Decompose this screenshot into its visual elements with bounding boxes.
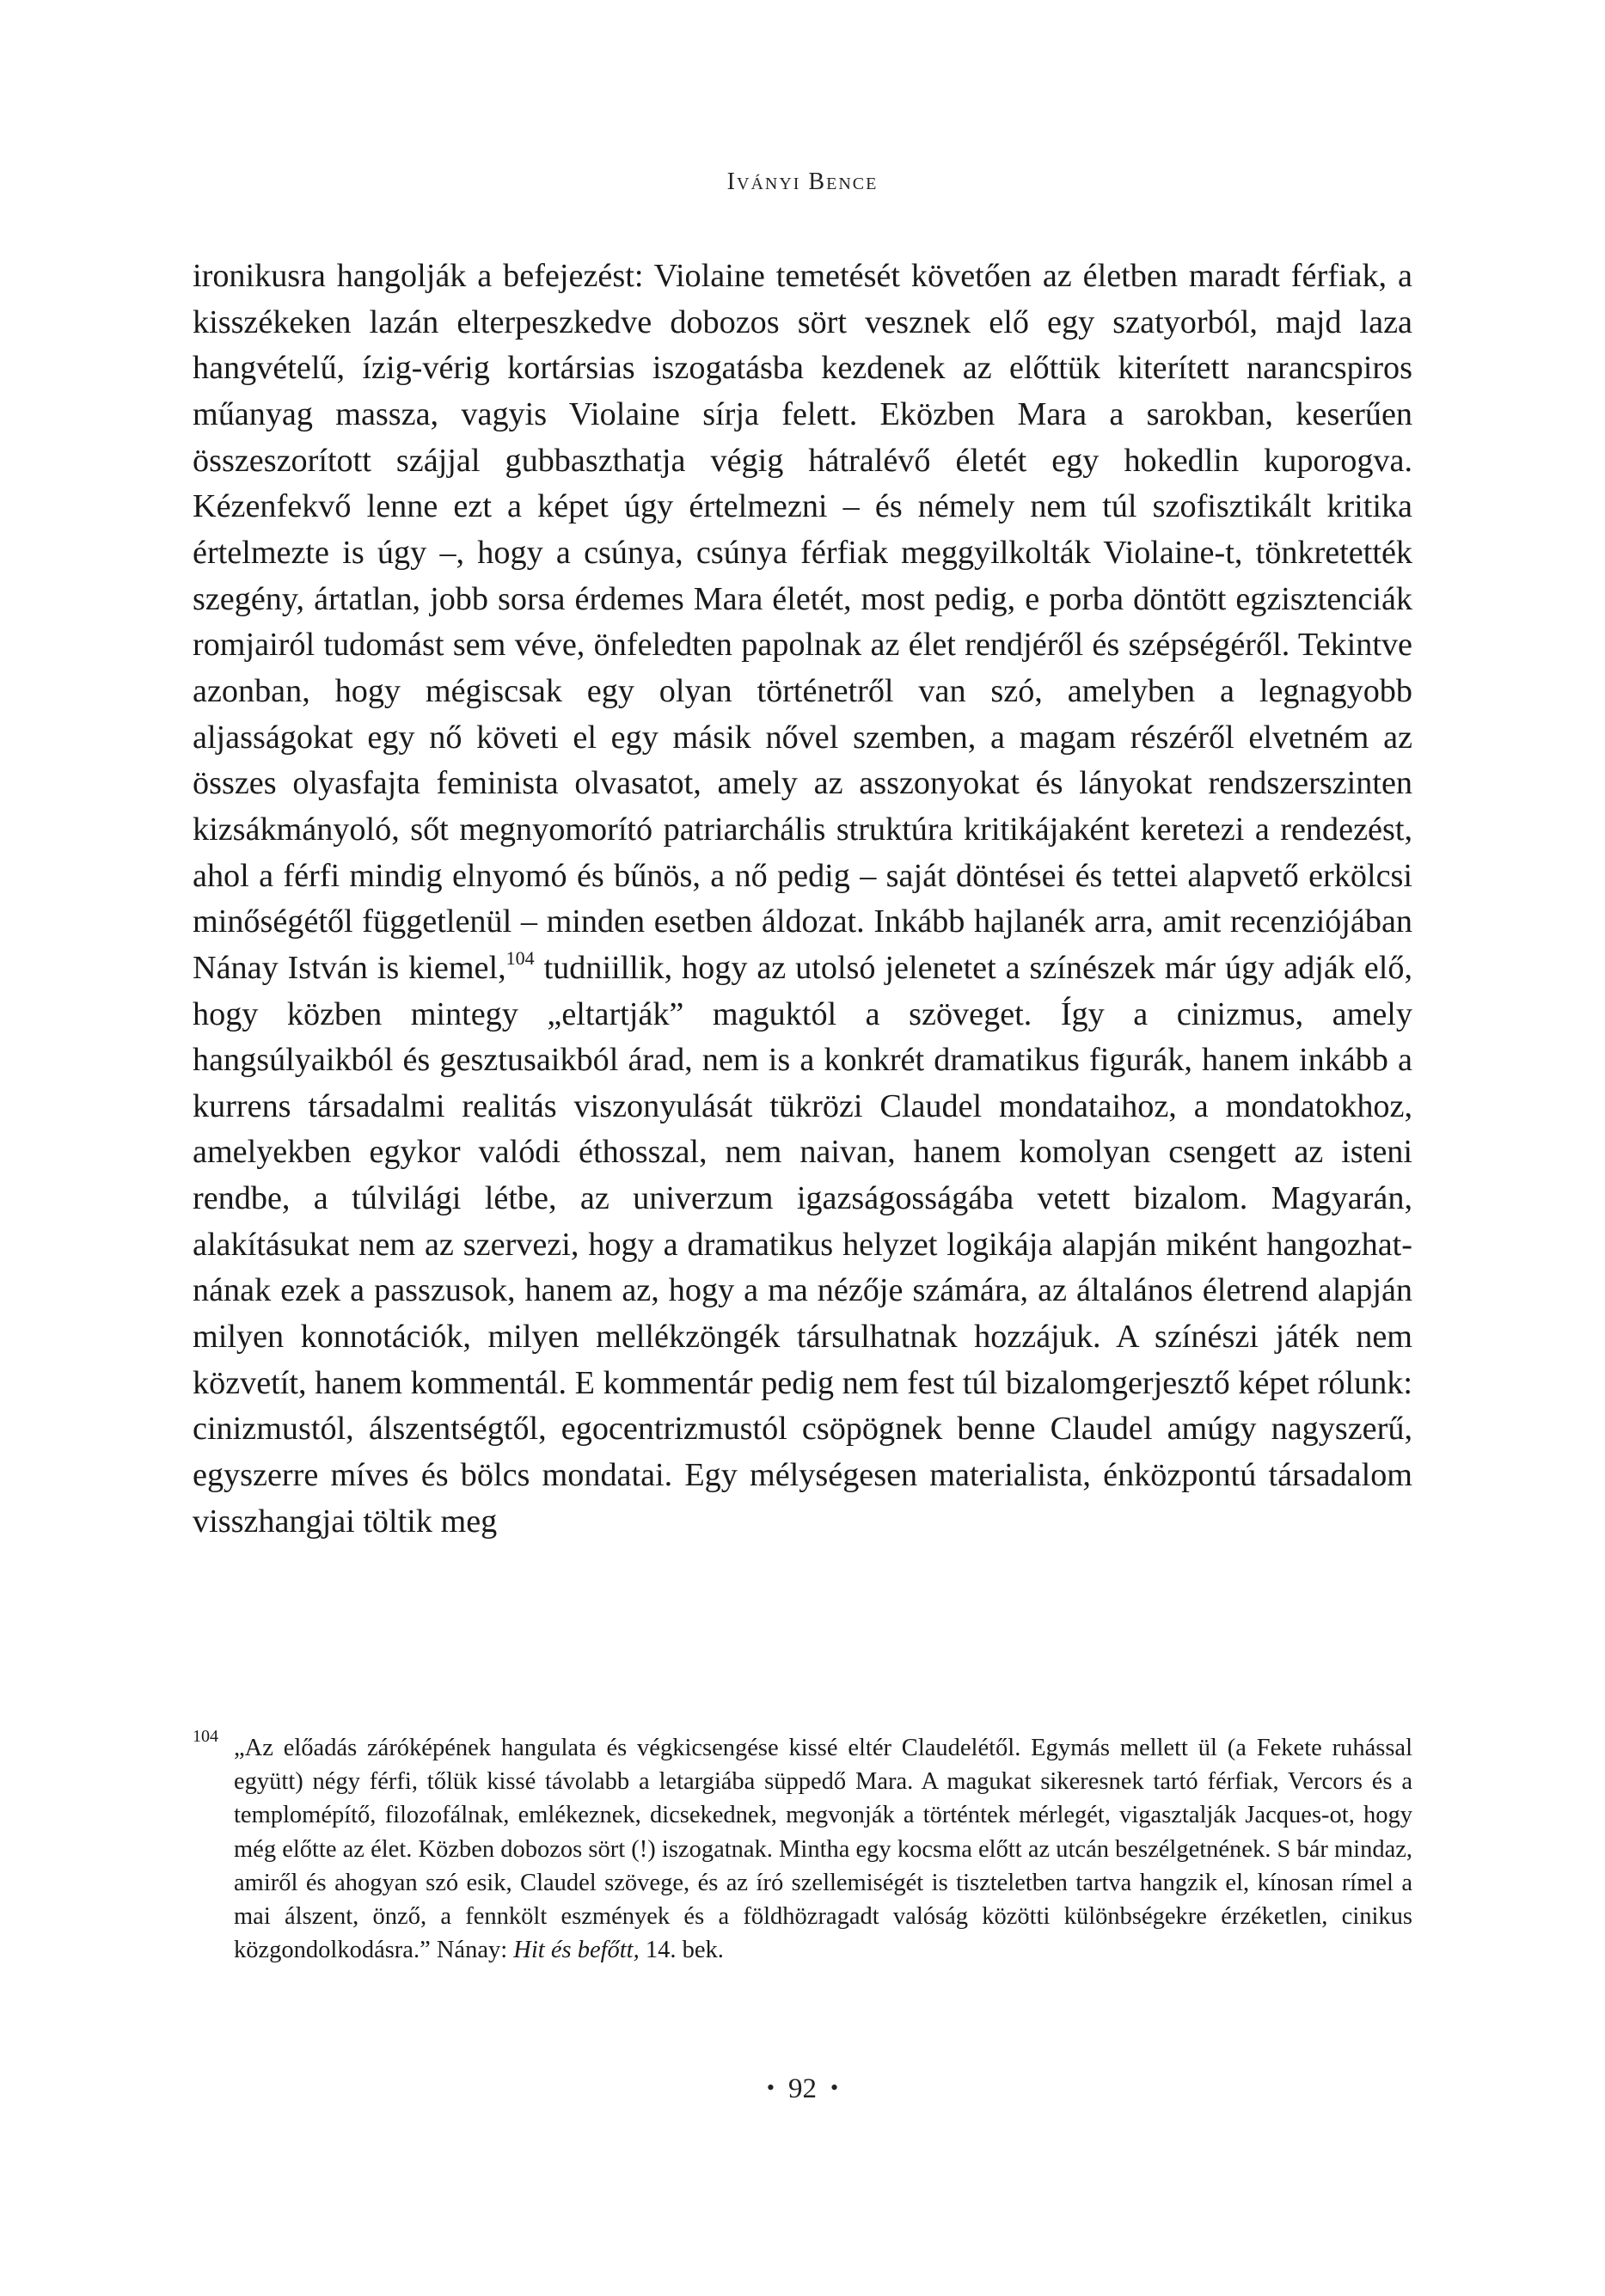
body-text-part-2: tudniillik, hogy az utolsó jelenetet a színészek már úgy adják elő, hogy közben mintegy „eltartják” maguktól a szöveget. Így a cinizmus, amely hangsúlyaikból és gesztusaikból árad, nem is a konkrét dramatikus figurák, hanem inkább a kurrens társadalmi realitás viszonyulását tükrözi Claudel mondataihoz, a mondatokhoz, amelyekben egykor valódi éthosszal, nem naivan, hanem komolyan csengett az isteni rendbe, a túlvilági létbe, az univerzum igazságosságába vetett bizalom. Magyarán, alakításukat nem az szervezi, hogy a dramatikus helyzet logikája alapján miként hangozhatnának ezek a passzusok, hanem az, hogy a ma nézője számára, az általános életrend alapján milyen konnotációk, milyen mellékzöngék társulhatnak hozzájuk. A színészi játék nem közvetít, hanem kommentál. E kommentár pedig nem fest túl bizalomgerjesztő képet rólunk: cinizmustól, álszentségtől, egocentrizmustól csöpögnek benne Claudel amúgy nagyszerű, egyszerre míves és bölcs mondatai. Egy mélységesen materialista, énközpontú társadalom visszhangjai töltik meg bbox=[193, 949, 1413, 1540]
body-text-part-1: ironikusra hangolják a befejezést: Violaine temetését követően az életben maradt férfiak, a kisszékeken lazán elterpeszkedve dobozos sört vesznek elő egy szatyorból, majd laza hangvételű, ízig-vérig kortársias iszogatásba kezdenek az előttük kiterített narancspiros műanyag massza, vagyis Violaine sírja felett. Eközben Mara a sarokban, keserűen összeszorított szájjal gubbaszthatja végig hátralévő életét egy hokedlin kuporogva. Kézenfekvő lenne ezt a képet úgy értelmezni – és némely nem túl szofisztikált kritika értelmezte is úgy –, hogy a csúnya, csúnya férfiak meggyilkolták Violaine-t, tönkretették szegény, ártatlan, jobb sorsa érdemes Mara életét, most pedig, e porba döntött egzisztenciák romjairól tudomást sem véve, önfeledten papolnak az élet rendjéről és szépségéről. Tekintve azonban, hogy mégiscsak egy olyan történetről van szó, amelyben a legnagyobb aljasságokat egy nő követi el egy másik nővel szemben, a magam részéről elvetném az összes olyasfajta feminista olvasatot, amely az asszonyokat és lányokat rendszerszinten kizsákmányoló, sőt megnyomorító patriarchális struktúra kritikájaként keretezi a rendezést, ahol a férfi mindig elnyomó és bűnös, a nő pedig – saját döntései és tettei alapvető erkölcsi minőségétől függetlenül – minden esetben áldozat. Inkább hajlanék arra, amit recenziójában Nánay István is kiemel, bbox=[193, 258, 1412, 986]
footnote-reference-104[interactable]: 104 bbox=[505, 947, 535, 970]
footnote-quote: „Az előadás záróképének hangulata és végkicsengése kissé eltér Claudelétől. Egymás mellett ül (a Fekete ruhással együtt) négy férfi, tőlük kissé távolabb a letargiába süppedő Mara. A magukat sikeresnek tartó férfiak, Vercors és a templomépítő, filozofálnak, emlékeznek, dicsekednek, megvonják a történtek mérlegét, vigasztalják Jacques-ot, hogy még előtte az élet. Közben dobozos sört (!) iszogatnak. Mintha egy kocsma előtt az utcán beszélgetnének. S bár mindaz, amiről és ahogyan szó esik, Claudel szövege, és az író szellemiségét is tiszteletben tartva hangzik el, kínosan rímel a mai álszent, önző, a fennkölt eszmények és a földhözragadt valóság közötti különbségekre érzéketlen, cinikus közgondolkodásra.” Nánay: bbox=[234, 1735, 1412, 1964]
page-number-footer bbox=[0, 2073, 1605, 2105]
body-paragraph bbox=[193, 254, 1412, 1545]
running-head: Iványi Bence bbox=[726, 168, 879, 195]
bullet-left-icon: • bbox=[766, 2075, 775, 2100]
bullet-right-icon: • bbox=[830, 2075, 839, 2100]
footnote-source-title: Hit és befőtt, bbox=[513, 1937, 640, 1964]
footnote-104 bbox=[193, 1727, 1412, 1967]
page-number: 92 bbox=[788, 2073, 817, 2104]
footnote-number: 104 bbox=[193, 1727, 218, 1746]
footnote-source-rest: 14. bek. bbox=[639, 1937, 724, 1964]
footnote-text bbox=[234, 1731, 1412, 1967]
